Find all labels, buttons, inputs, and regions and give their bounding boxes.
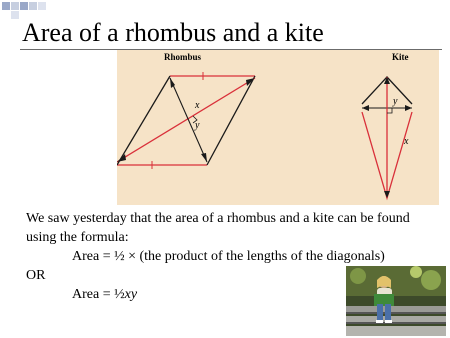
formula-vars: xy bbox=[124, 287, 138, 302]
rhombus-shape bbox=[117, 72, 255, 169]
kite-label: Kite bbox=[392, 52, 409, 62]
text-line-1: We saw yesterday that the area of a rhombus and a kite can be found bbox=[26, 211, 410, 226]
formula-line: Area = ½ × (the product of the lengths of the diagonals) bbox=[72, 249, 385, 264]
formula-prefix: Area = ½ bbox=[72, 287, 125, 302]
rhombus-label: Rhombus bbox=[164, 52, 202, 62]
kite-y-label: y bbox=[393, 96, 398, 107]
or-line: OR bbox=[26, 268, 46, 283]
rhombus-y-label: y bbox=[195, 120, 200, 131]
rhombus-diagonal-long bbox=[117, 78, 255, 162]
slide-title: Area of a rhombus and a kite bbox=[22, 18, 324, 47]
rhombus-x-label: x bbox=[195, 100, 200, 111]
kite-x-label: x bbox=[404, 136, 409, 147]
diagram bbox=[117, 50, 439, 205]
text-line-2: using the formula: bbox=[26, 230, 129, 245]
figure-panel bbox=[117, 50, 439, 205]
kite-shape bbox=[362, 77, 412, 198]
rhombus-diagonal-short bbox=[170, 78, 207, 162]
student-reading-photo bbox=[346, 266, 446, 336]
